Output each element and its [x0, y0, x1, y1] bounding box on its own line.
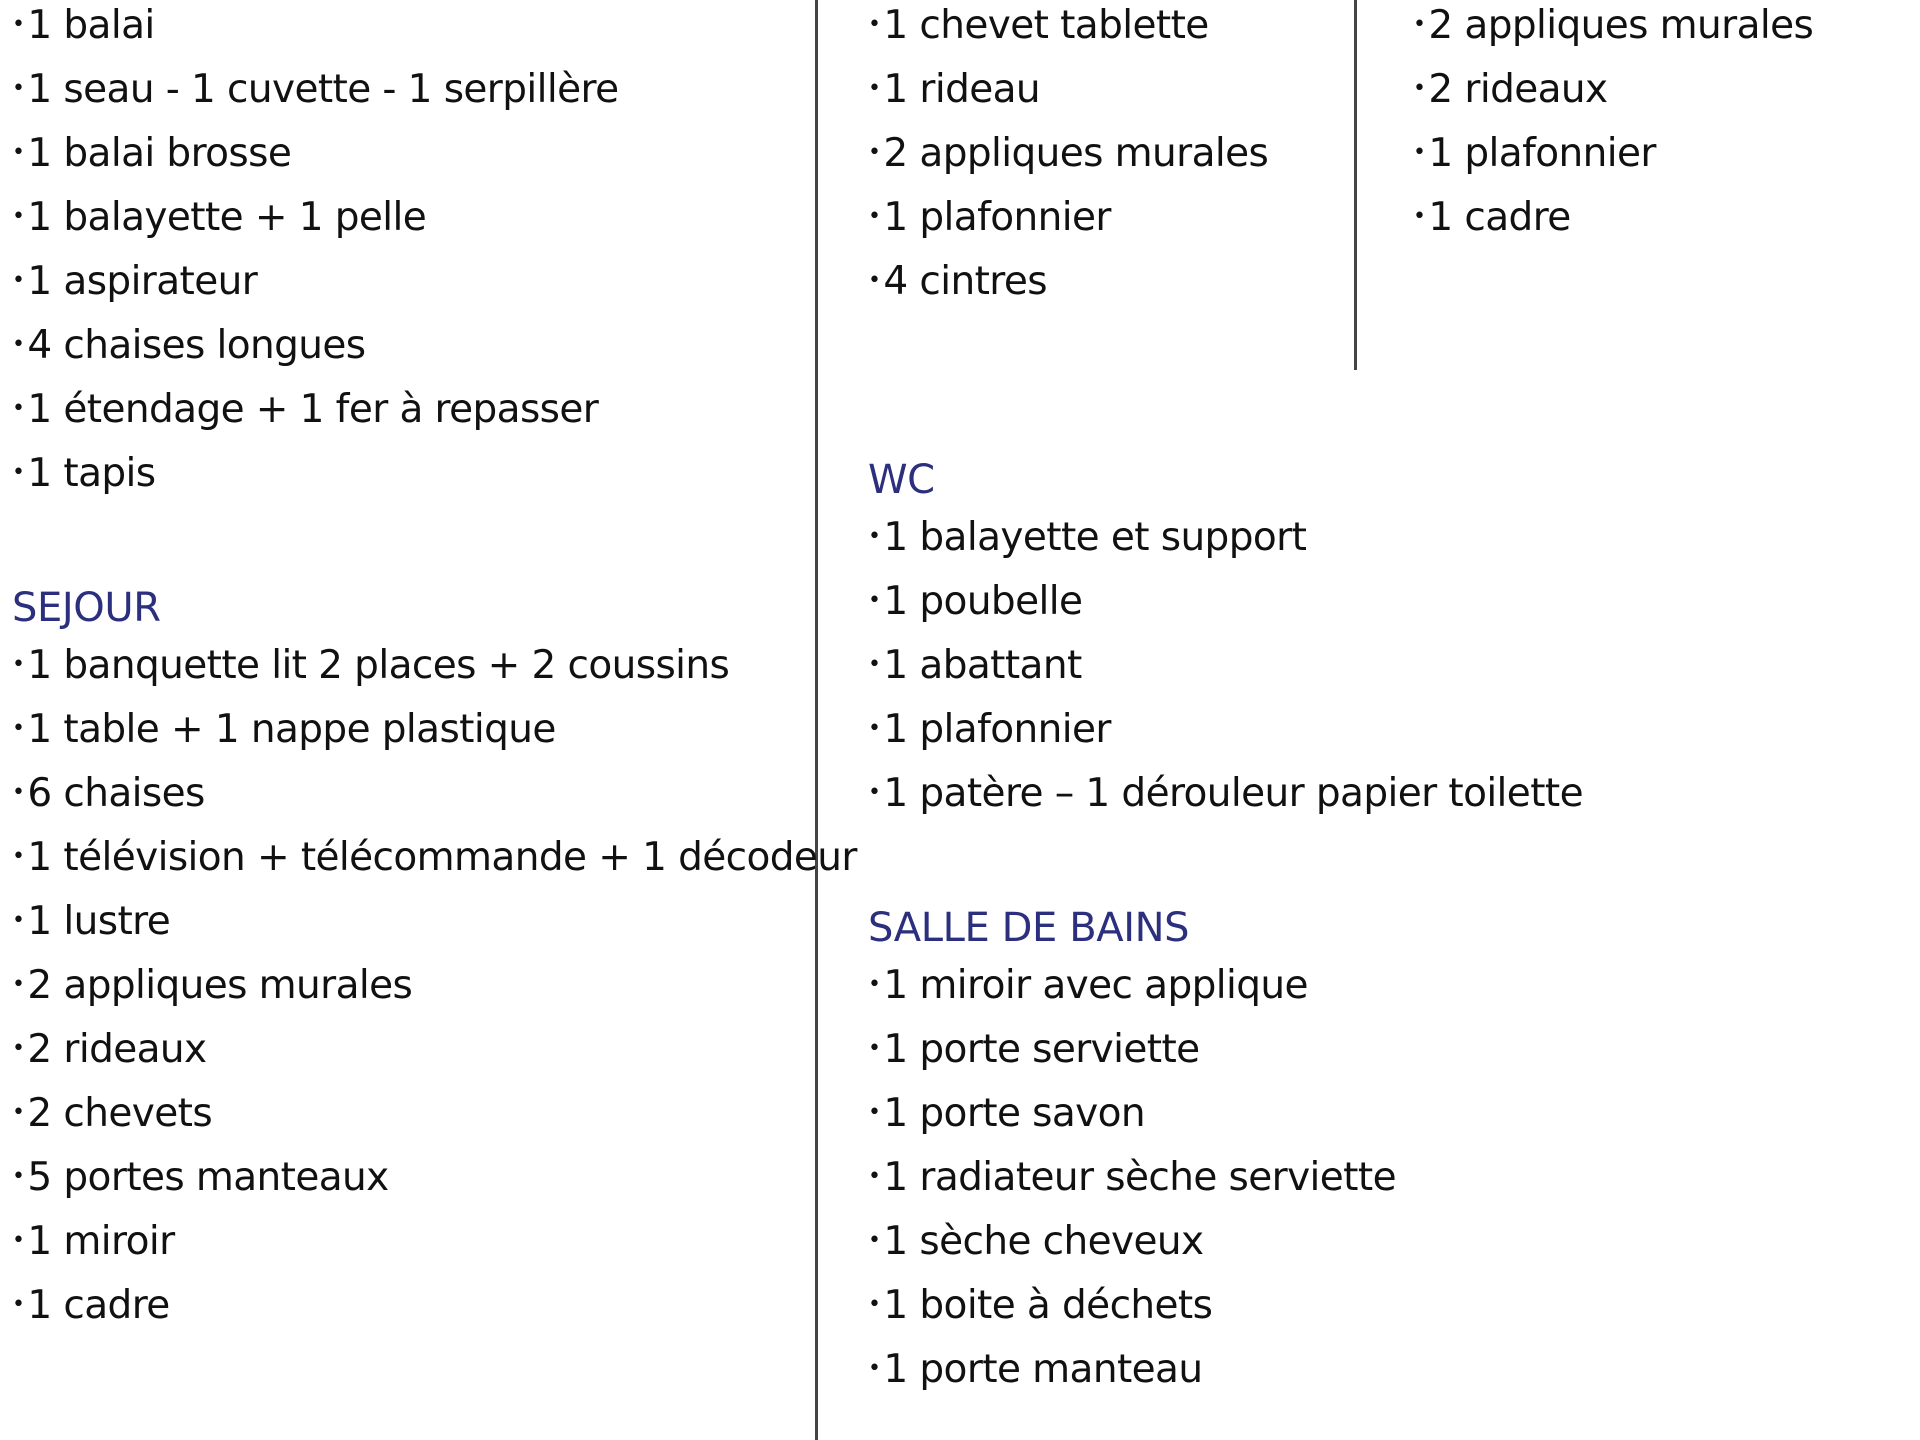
bullet-icon: •	[12, 652, 25, 677]
bullet-icon: •	[868, 268, 881, 293]
bullet-icon: •	[868, 76, 881, 101]
list-item: •1 porte manteau	[868, 1344, 1583, 1408]
section-heading-salle-de-bains: SALLE DE BAINS	[868, 905, 1190, 951]
bullet-icon: •	[12, 1036, 25, 1061]
bullet-icon: •	[12, 460, 25, 485]
list-item: •1 miroir avec applique	[868, 960, 1583, 1024]
list-item: •1 plafonnier	[1413, 128, 1813, 192]
right-top-list	[1413, 0, 1813, 256]
list-item: •1 balayette + 1 pelle	[12, 192, 857, 256]
bullet-icon: •	[1413, 76, 1426, 101]
bullet-icon: •	[12, 1292, 25, 1317]
list-item: •5 portes manteaux	[12, 1152, 857, 1216]
list-item: •1 radiateur sèche serviette	[868, 1152, 1583, 1216]
list-item: •1 patère – 1 dérouleur papier toilette	[868, 768, 1583, 832]
list-item: •1 lustre	[12, 896, 857, 960]
list-item: •2 appliques murales	[12, 960, 857, 1024]
list-item: •1 cadre	[12, 1280, 857, 1344]
bullet-icon: •	[868, 1356, 881, 1381]
bullet-icon: •	[868, 716, 881, 741]
list-item: •1 plafonnier	[868, 704, 1583, 768]
bullet-icon: •	[868, 204, 881, 229]
list-item: •1 porte serviette	[868, 1024, 1583, 1088]
bullet-icon: •	[868, 1036, 881, 1061]
section-gap	[868, 832, 1583, 896]
bullet-icon: •	[12, 12, 25, 37]
bullet-icon: •	[868, 588, 881, 613]
bullet-icon: •	[12, 204, 25, 229]
bullet-icon: •	[868, 652, 881, 677]
list-item: •6 chaises	[12, 768, 857, 832]
list-item: •1 balayette et support	[868, 512, 1583, 576]
list-item: •1 table + 1 nappe plastique	[12, 704, 857, 768]
list-item: •2 appliques murales	[868, 128, 1583, 192]
section-gap	[868, 384, 1583, 448]
list-item: •1 rideau	[868, 64, 1583, 128]
list-item: •1 tapis	[12, 448, 857, 512]
bullet-icon: •	[12, 1100, 25, 1125]
list-item: •1 banquette lit 2 places + 2 coussins	[12, 640, 857, 704]
list-item: •1 seau - 1 cuvette - 1 serpillère	[12, 64, 857, 128]
list-item: •1 plafonnier	[868, 192, 1583, 256]
bullet-icon: •	[868, 780, 881, 805]
bullet-icon: •	[12, 396, 25, 421]
list-item: •1 chevet tablette	[868, 0, 1583, 64]
list-item: •4 cintres	[868, 256, 1583, 320]
list-item: •1 miroir	[12, 1216, 857, 1280]
bullet-icon: •	[12, 908, 25, 933]
list-item: •1 abattant	[868, 640, 1583, 704]
bullet-icon: •	[12, 140, 25, 165]
list-item: •2 rideaux	[1413, 64, 1813, 128]
list-item: •1 poubelle	[868, 576, 1583, 640]
left-top-list	[12, 0, 857, 512]
section-heading-sejour: SEJOUR	[12, 585, 161, 631]
list-item: •1 balai	[12, 0, 857, 64]
bullet-icon: •	[1413, 204, 1426, 229]
list-item: •2 appliques murales	[1413, 0, 1813, 64]
section-gap	[868, 320, 1583, 384]
bullet-icon: •	[868, 140, 881, 165]
list-item: •1 porte savon	[868, 1088, 1583, 1152]
bullet-icon: •	[868, 1292, 881, 1317]
section-heading-wc: WC	[868, 457, 935, 503]
bullet-icon: •	[12, 76, 25, 101]
sejour-list	[12, 640, 857, 1344]
bullet-icon: •	[868, 12, 881, 37]
list-item: •1 étendage + 1 fer à repasser	[12, 384, 857, 448]
bullet-icon: •	[12, 1228, 25, 1253]
list-item: •1 télévision + télécommande + 1 décodeur	[12, 832, 857, 896]
bullet-icon: •	[12, 844, 25, 869]
bullet-icon: •	[868, 524, 881, 549]
left-column	[12, 0, 857, 1344]
bullet-icon: •	[868, 1164, 881, 1189]
bullet-icon: •	[868, 1100, 881, 1125]
bullet-icon: •	[868, 972, 881, 997]
bullet-icon: •	[12, 1164, 25, 1189]
list-item: •2 rideaux	[12, 1024, 857, 1088]
list-item: •1 boite à déchets	[868, 1280, 1583, 1344]
bullet-icon: •	[12, 780, 25, 805]
salle-de-bains-list	[868, 960, 1583, 1408]
list-item: •1 cadre	[1413, 192, 1813, 256]
list-item: •1 sèche cheveux	[868, 1216, 1583, 1280]
list-item: •4 chaises longues	[12, 320, 857, 384]
bullet-icon: •	[1413, 140, 1426, 165]
list-item: •1 aspirateur	[12, 256, 857, 320]
list-item: •2 chevets	[12, 1088, 857, 1152]
bullet-icon: •	[12, 268, 25, 293]
wc-list	[868, 512, 1583, 832]
bullet-icon: •	[12, 716, 25, 741]
bullet-icon: •	[1413, 12, 1426, 37]
bullet-icon: •	[868, 1228, 881, 1253]
list-item: •1 balai brosse	[12, 128, 857, 192]
bullet-icon: •	[12, 332, 25, 357]
right-column	[1413, 0, 1813, 256]
bullet-icon: •	[12, 972, 25, 997]
section-gap	[12, 512, 857, 576]
